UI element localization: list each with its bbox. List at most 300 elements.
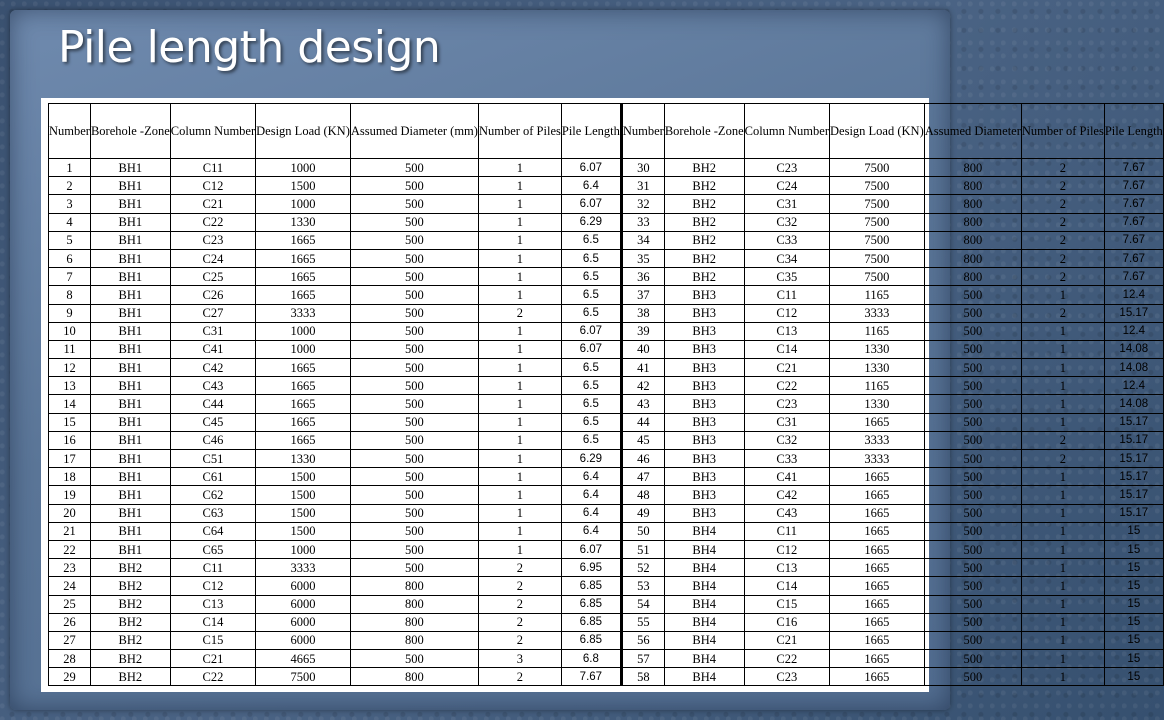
table-cell: BH1	[90, 540, 170, 558]
table-cell: 2	[1021, 431, 1104, 449]
column-header: Number of Piles	[1021, 104, 1104, 159]
table-cell: BH2	[90, 577, 170, 595]
table-cell: 1	[478, 468, 561, 486]
table-cell: 6.5	[561, 413, 620, 431]
table-cell: 1665	[256, 286, 351, 304]
table-cell: BH1	[90, 522, 170, 540]
table-row	[622, 450, 1163, 468]
table-cell: 2	[478, 595, 561, 613]
table-cell: 500	[350, 159, 478, 177]
table-cell: 34	[622, 231, 664, 249]
table-cell: 45	[622, 431, 664, 449]
table-row	[622, 522, 1163, 540]
table-cell: 500	[350, 413, 478, 431]
table-cell: BH1	[90, 413, 170, 431]
table-cell: 1665	[830, 468, 925, 486]
table-cell: 2	[478, 559, 561, 577]
table-cell: BH3	[664, 431, 744, 449]
table-row	[49, 595, 621, 613]
table-cell: C24	[744, 177, 829, 195]
table-cell: 2	[1021, 159, 1104, 177]
table-cell: 6.5	[561, 268, 620, 286]
table-cell: 500	[350, 431, 478, 449]
table-cell: 3333	[830, 450, 925, 468]
table-cell: 500	[350, 177, 478, 195]
table-cell: 6.5	[561, 359, 620, 377]
table-cell: 800	[924, 213, 1021, 231]
column-header: Column Number	[170, 104, 255, 159]
table-cell: 1665	[256, 359, 351, 377]
table-row	[49, 540, 621, 558]
table-cell: BH1	[90, 504, 170, 522]
table-cell: 500	[924, 431, 1021, 449]
table-cell: 800	[350, 595, 478, 613]
table-cell: 500	[924, 450, 1021, 468]
table-cell: 6.07	[561, 340, 620, 358]
table-cell: 23	[49, 559, 91, 577]
table-row	[49, 286, 621, 304]
table-cell: 2	[1021, 304, 1104, 322]
table-cell: C22	[744, 650, 829, 668]
table-cell: C11	[170, 159, 255, 177]
table-cell: 1	[1021, 504, 1104, 522]
table-cell: 8	[49, 286, 91, 304]
table-cell: 500	[350, 304, 478, 322]
table-cell: 3333	[256, 304, 351, 322]
table-cell: 1665	[256, 249, 351, 267]
table-cell: 7500	[830, 249, 925, 267]
table-cell: 36	[622, 268, 664, 286]
table-cell: 1	[478, 522, 561, 540]
table-cell: BH2	[90, 631, 170, 649]
table-cell: 1	[1021, 468, 1104, 486]
table-cell: 33	[622, 213, 664, 231]
table-cell: C23	[744, 159, 829, 177]
table-row	[49, 504, 621, 522]
table-cell: 56	[622, 631, 664, 649]
table-cell: 12.4	[1104, 377, 1163, 395]
table-cell: 7500	[830, 231, 925, 249]
table-cell: 500	[924, 413, 1021, 431]
table-cell: C14	[170, 613, 255, 631]
table-cell: 6	[49, 249, 91, 267]
table-cell: BH3	[664, 450, 744, 468]
table-cell: 1	[478, 231, 561, 249]
table-cell: C33	[744, 231, 829, 249]
table-cell: C13	[744, 322, 829, 340]
table-cell: 12.4	[1104, 286, 1163, 304]
table-row	[49, 231, 621, 249]
table-row	[49, 195, 621, 213]
table-cell: BH2	[664, 268, 744, 286]
table-cell: C11	[744, 286, 829, 304]
table-row	[622, 668, 1163, 686]
table-cell: C25	[170, 268, 255, 286]
table-cell: 2	[478, 668, 561, 686]
table-cell: 2	[1021, 450, 1104, 468]
table-cell: 38	[622, 304, 664, 322]
table-cell: 500	[350, 468, 478, 486]
table-cell: 1665	[830, 504, 925, 522]
table-cell: C21	[744, 631, 829, 649]
table-cell: 1165	[830, 286, 925, 304]
table-cell: 35	[622, 249, 664, 267]
table-cell: 1	[478, 540, 561, 558]
table-cell: 500	[350, 450, 478, 468]
table-cell: 6.85	[561, 613, 620, 631]
table-cell: 1	[478, 340, 561, 358]
table-cell: 1	[478, 450, 561, 468]
table-cell: BH2	[90, 559, 170, 577]
table-cell: 15	[1104, 613, 1163, 631]
table-row	[49, 486, 621, 504]
table-cell: 10	[49, 322, 91, 340]
table-cell: C42	[170, 359, 255, 377]
table-cell: C31	[744, 413, 829, 431]
table-cell: BH4	[664, 577, 744, 595]
table-cell: 1	[478, 377, 561, 395]
table-cell: 1665	[830, 631, 925, 649]
table-cell: C16	[744, 613, 829, 631]
table-cell: 22	[49, 540, 91, 558]
table-cell: 42	[622, 377, 664, 395]
table-cell: 500	[924, 322, 1021, 340]
table-cell: 1330	[830, 359, 925, 377]
pile-table-left	[48, 103, 622, 686]
table-cell: C11	[170, 559, 255, 577]
table-cell: 1	[1021, 322, 1104, 340]
table-cell: 2	[478, 613, 561, 631]
table-row	[622, 377, 1163, 395]
table-wrap	[48, 103, 1164, 686]
table-cell: C31	[170, 322, 255, 340]
table-row	[49, 322, 621, 340]
table-cell: BH1	[90, 159, 170, 177]
table-cell: 500	[350, 249, 478, 267]
table-cell: 6.4	[561, 522, 620, 540]
table-cell: C22	[170, 213, 255, 231]
table-cell: 500	[924, 540, 1021, 558]
table-row	[622, 340, 1163, 358]
table-cell: 500	[924, 377, 1021, 395]
table-cell: 500	[350, 322, 478, 340]
table-cell: 1	[478, 177, 561, 195]
table-cell: 31	[622, 177, 664, 195]
table-cell: 500	[350, 650, 478, 668]
table-cell: 11	[49, 340, 91, 358]
table-row	[622, 486, 1163, 504]
table-cell: 1665	[256, 377, 351, 395]
table-cell: 15.17	[1104, 431, 1163, 449]
table-cell: 57	[622, 650, 664, 668]
table-cell: 6000	[256, 631, 351, 649]
table-cell: 6000	[256, 613, 351, 631]
table-cell: 47	[622, 468, 664, 486]
table-cell: 15	[1104, 522, 1163, 540]
table-row	[622, 613, 1163, 631]
table-cell: 1500	[256, 522, 351, 540]
table-cell: 7.67	[561, 668, 620, 686]
table-cell: C21	[170, 195, 255, 213]
table-cell: 800	[924, 177, 1021, 195]
table-cell: 1	[478, 395, 561, 413]
table-cell: 500	[924, 359, 1021, 377]
table-cell: C22	[170, 668, 255, 686]
table-cell: 1	[478, 504, 561, 522]
table-cell: BH1	[90, 304, 170, 322]
table-cell: 6.4	[561, 177, 620, 195]
table-cell: 1165	[830, 322, 925, 340]
table-cell: C34	[744, 249, 829, 267]
table-cell: BH2	[664, 249, 744, 267]
table-cell: C44	[170, 395, 255, 413]
table-cell: 800	[924, 249, 1021, 267]
table-cell: 15	[1104, 631, 1163, 649]
table-cell: BH1	[90, 486, 170, 504]
table-cell: 6.85	[561, 577, 620, 595]
table-cell: 15	[1104, 577, 1163, 595]
table-cell: 1330	[830, 395, 925, 413]
table-cell: 1	[1021, 577, 1104, 595]
table-cell: 500	[924, 631, 1021, 649]
table-cell: 53	[622, 577, 664, 595]
table-row	[49, 468, 621, 486]
table-cell: 1	[1021, 668, 1104, 686]
table-cell: 13	[49, 377, 91, 395]
slide-title: Pile length design	[58, 22, 441, 73]
table-cell: C21	[170, 650, 255, 668]
table-cell: 1665	[830, 650, 925, 668]
table-cell: 1	[478, 486, 561, 504]
table-cell: 800	[350, 631, 478, 649]
table-row	[622, 395, 1163, 413]
table-cell: 500	[350, 522, 478, 540]
table-cell: 1	[1021, 359, 1104, 377]
table-cell: C65	[170, 540, 255, 558]
table-cell: 18	[49, 468, 91, 486]
table-cell: 500	[350, 486, 478, 504]
table-cell: 49	[622, 504, 664, 522]
table-cell: 500	[350, 377, 478, 395]
table-row	[622, 431, 1163, 449]
table-cell: 7.67	[1104, 195, 1163, 213]
table-cell: 500	[924, 286, 1021, 304]
table-cell: C64	[170, 522, 255, 540]
table-row	[622, 577, 1163, 595]
table-cell: 500	[350, 286, 478, 304]
table-cell: 6.5	[561, 231, 620, 249]
table-cell: 7.67	[1104, 249, 1163, 267]
table-cell: 2	[1021, 249, 1104, 267]
table-cell: 500	[350, 359, 478, 377]
table-cell: 500	[924, 504, 1021, 522]
table-cell: 14.08	[1104, 359, 1163, 377]
table-cell: 500	[924, 486, 1021, 504]
table-cell: 1	[478, 268, 561, 286]
table-cell: 15.17	[1104, 304, 1163, 322]
table-cell: BH1	[90, 395, 170, 413]
table-cell: 54	[622, 595, 664, 613]
table-cell: 1165	[830, 377, 925, 395]
table-cell: 500	[350, 504, 478, 522]
table-cell: 7.67	[1104, 213, 1163, 231]
table-cell: 1665	[830, 522, 925, 540]
table-cell: 15	[1104, 668, 1163, 686]
table-cell: 1665	[830, 577, 925, 595]
table-cell: C13	[170, 595, 255, 613]
table-cell: BH3	[664, 377, 744, 395]
table-cell: 500	[924, 577, 1021, 595]
table-row	[49, 340, 621, 358]
table-cell: 15.17	[1104, 486, 1163, 504]
table-row	[622, 650, 1163, 668]
table-cell: BH4	[664, 540, 744, 558]
table-cell: BH1	[90, 286, 170, 304]
table-cell: BH4	[664, 650, 744, 668]
table-row	[49, 631, 621, 649]
table-cell: 41	[622, 359, 664, 377]
table-cell: C45	[170, 413, 255, 431]
table-cell: 7500	[830, 268, 925, 286]
table-cell: 1665	[830, 559, 925, 577]
table-cell: C51	[170, 450, 255, 468]
table-cell: 25	[49, 595, 91, 613]
table-cell: 32	[622, 195, 664, 213]
table-cell: 7500	[256, 668, 351, 686]
table-cell: 1	[1021, 395, 1104, 413]
table-cell: C12	[744, 304, 829, 322]
table-cell: 500	[350, 268, 478, 286]
table-cell: 7	[49, 268, 91, 286]
table-row	[622, 195, 1163, 213]
column-header: Number	[622, 104, 664, 159]
table-row	[49, 213, 621, 231]
table-row	[622, 322, 1163, 340]
table-cell: BH4	[664, 613, 744, 631]
table-frame	[41, 98, 1163, 692]
table-cell: 800	[350, 668, 478, 686]
table-cell: 1000	[256, 195, 351, 213]
table-cell: 1	[1021, 650, 1104, 668]
table-cell: BH3	[664, 322, 744, 340]
table-cell: 1	[1021, 377, 1104, 395]
table-cell: 1000	[256, 159, 351, 177]
table-cell: 28	[49, 650, 91, 668]
table-cell: C15	[744, 595, 829, 613]
table-cell: BH1	[90, 431, 170, 449]
table-cell: 1000	[256, 540, 351, 558]
table-cell: BH2	[90, 668, 170, 686]
table-cell: 500	[924, 304, 1021, 322]
table-cell: 500	[924, 613, 1021, 631]
table-cell: BH2	[664, 159, 744, 177]
table-cell: BH1	[90, 468, 170, 486]
table-cell: 500	[924, 340, 1021, 358]
table-cell: 20	[49, 504, 91, 522]
table-row	[622, 595, 1163, 613]
table-cell: C32	[744, 213, 829, 231]
table-cell: 1665	[830, 595, 925, 613]
column-header: Design Load (KN)	[256, 104, 351, 159]
table-cell: 40	[622, 340, 664, 358]
table-cell: 500	[924, 595, 1021, 613]
table-cell: 6.07	[561, 322, 620, 340]
table-cell: 1500	[256, 504, 351, 522]
table-cell: 55	[622, 613, 664, 631]
table-row	[622, 177, 1163, 195]
table-cell: 6000	[256, 595, 351, 613]
table-cell: C24	[170, 249, 255, 267]
table-row	[49, 159, 621, 177]
table-cell: 2	[1021, 177, 1104, 195]
table-cell: 1	[1021, 559, 1104, 577]
column-header: Borehole -Zone	[90, 104, 170, 159]
table-cell: 7500	[830, 195, 925, 213]
table-row	[622, 304, 1163, 322]
table-cell: C26	[170, 286, 255, 304]
table-cell: 2	[1021, 231, 1104, 249]
table-cell: 1	[1021, 486, 1104, 504]
table-cell: 800	[924, 195, 1021, 213]
table-cell: BH3	[664, 286, 744, 304]
table-cell: 1665	[256, 431, 351, 449]
table-cell: 29	[49, 668, 91, 686]
table-cell: 14.08	[1104, 395, 1163, 413]
table-cell: C31	[744, 195, 829, 213]
table-cell: 2	[1021, 195, 1104, 213]
table-cell: 800	[924, 268, 1021, 286]
table-cell: 1	[478, 322, 561, 340]
table-row	[622, 213, 1163, 231]
table-cell: 6.5	[561, 377, 620, 395]
column-header: Pile Length	[1104, 104, 1163, 159]
table-cell: 3333	[830, 431, 925, 449]
table-cell: 3	[49, 195, 91, 213]
table-cell: 1000	[256, 322, 351, 340]
table-row	[49, 559, 621, 577]
table-cell: 12	[49, 359, 91, 377]
table-cell: 6.07	[561, 159, 620, 177]
column-header: Column Number	[744, 104, 829, 159]
table-cell: C12	[170, 577, 255, 595]
table-row	[49, 304, 621, 322]
table-cell: 14.08	[1104, 340, 1163, 358]
column-header: Assumed Diameter (mm)	[350, 104, 478, 159]
table-cell: 4	[49, 213, 91, 231]
table-cell: BH3	[664, 304, 744, 322]
table-cell: 15.17	[1104, 504, 1163, 522]
table-row	[49, 450, 621, 468]
table-cell: 7500	[830, 177, 925, 195]
table-cell: 37	[622, 286, 664, 304]
column-header: Assumed Diameter	[924, 104, 1021, 159]
table-cell: 1	[478, 249, 561, 267]
table-cell: 6.29	[561, 213, 620, 231]
table-cell: 50	[622, 522, 664, 540]
table-cell: 6.8	[561, 650, 620, 668]
table-row	[49, 650, 621, 668]
table-cell: C32	[744, 431, 829, 449]
table-cell: 500	[924, 468, 1021, 486]
table-cell: 1	[1021, 540, 1104, 558]
table-cell: BH4	[664, 668, 744, 686]
column-header: Number	[49, 104, 91, 159]
table-row	[622, 268, 1163, 286]
table-cell: 1	[49, 159, 91, 177]
table-cell: BH1	[90, 359, 170, 377]
table-cell: 2	[478, 304, 561, 322]
table-row	[622, 559, 1163, 577]
